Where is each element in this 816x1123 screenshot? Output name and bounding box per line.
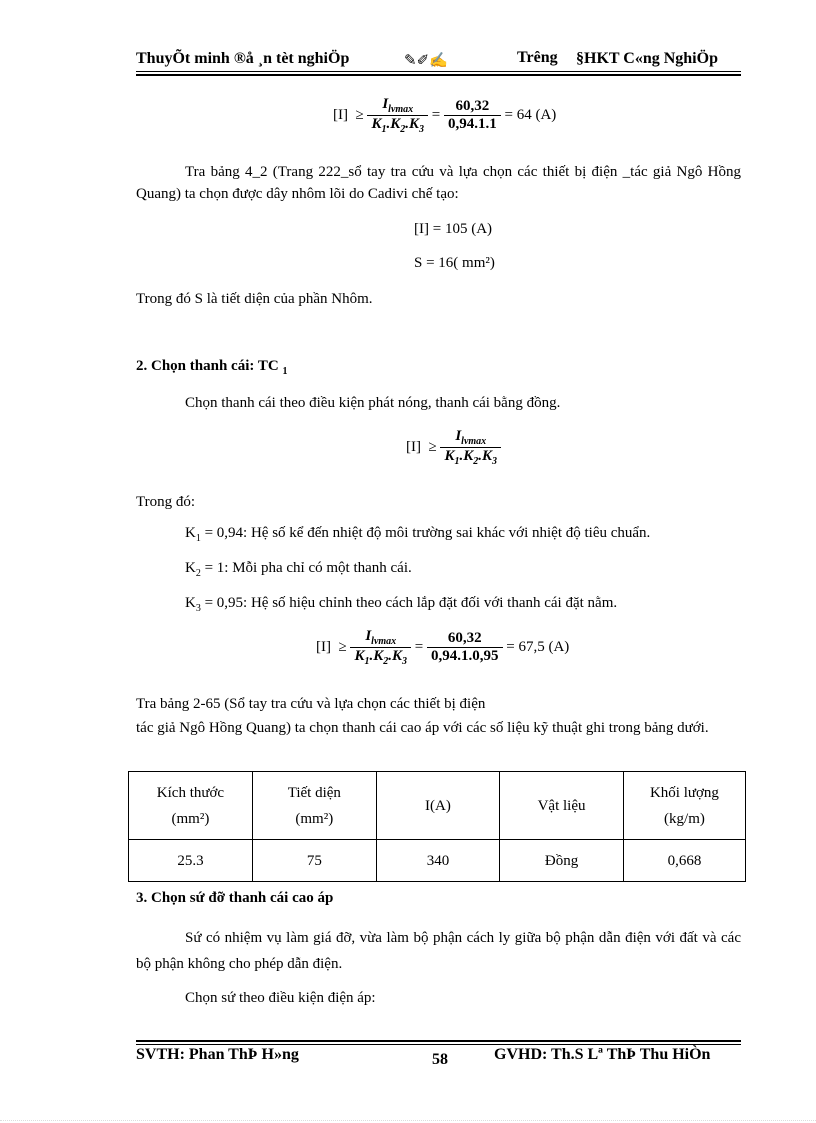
- paragraph-6: Sứ có nhiệm vụ làm giá đỡ, vừa làm bộ phận cách ly giữa bộ phận dẫn điện với đất và các bộ phận không cho phép dẫn điện.: [136, 930, 741, 972]
- paragraph-4: Trong đó:: [136, 494, 196, 510]
- table-header-cell: Khối lượng (kg/m): [623, 772, 745, 840]
- table-cell: 75: [252, 840, 376, 882]
- paragraph-1: Tra bảng 4_2 (Trang 222_sổ tay tra cứu và lựa chọn các thiết bị điện _tác giả Ngô Hồng Quang) ta chọn được dây nhôm lõi do Cadivi chế tạo:: [136, 164, 741, 202]
- eq3-den-val: 0,94.1.0,95: [427, 647, 503, 665]
- eq3-result: = 67,5 (A): [506, 638, 570, 655]
- section-2-title: 2. Chọn thanh cái: TC $_1$: [136, 358, 288, 377]
- paragraph-7: Chọn sứ theo điều kiện điện áp:: [185, 990, 376, 1006]
- eq1-symbolic-fraction: $\frac{I_{lvmax}}{K_1.K_2.K_3}$: [367, 96, 428, 135]
- equation-1: [I] ≥ $\frac{I_{lvmax}}{K_1.K_2.K_3}$ = $\frac{60,32}{0,94.1.1}$ = 64 (A): [333, 96, 557, 135]
- paragraph-5a: Tra bảng 2-65 (Sổ tay tra cứu và lựa chọn các thiết bị điện: [136, 696, 486, 712]
- paragraph-2: Trong đó S là tiết diện của phần Nhôm.: [136, 291, 373, 307]
- s-value: S = 16( mm²): [414, 255, 495, 271]
- footer-right: GVHD: Th.S Lª ThÞ Thu HiÒn: [494, 1046, 711, 1063]
- table-header-cell: Kích thước (mm²): [129, 772, 253, 840]
- page-edge-divider: [0, 1120, 816, 1121]
- header-right-a: Trêng: [517, 49, 558, 66]
- k1-line: $K_1 = 0,94$: Hệ số kể đến nhiệt độ môi trường sai khác với nhiệt độ tiêu chuẩn.: [185, 525, 651, 544]
- footer-left: SVTH: Phan ThÞ H»ng: [136, 1046, 299, 1063]
- section-3-title: 3. Chọn sứ đỡ thanh cái cao áp: [136, 890, 334, 906]
- eq1-result: = 64 (A): [504, 106, 557, 123]
- table-header-cell: Vật liệu: [500, 772, 624, 840]
- table-cell: 25.3: [129, 840, 253, 882]
- footer-rule-thick: [136, 1040, 741, 1042]
- eq3-rel: ≥: [338, 638, 347, 655]
- table-cell: 340: [376, 840, 499, 882]
- table-row: [129, 840, 746, 882]
- equation-2: [406, 428, 501, 467]
- header-left: ThuyÕt minh ®å ¸n tèt nghiÖp: [136, 50, 350, 67]
- eq1-rel: ≥: [355, 106, 364, 123]
- ornament-icon: ✎✐✍: [404, 53, 448, 69]
- header-right-b: §HKT C«ng NghiÖp: [576, 50, 718, 67]
- eq2-symbolic-fraction: $\frac{I_{lvmax}}{K_1.K_2.K_3}$: [440, 428, 501, 467]
- table-header-cell: Tiết diện (mm²): [252, 772, 376, 840]
- table-cell: Đồng: [500, 840, 624, 882]
- eq3-num-val: 60,32: [447, 630, 482, 646]
- equation-3: [I] ≥ $\frac{I_{lvmax}}{K_1.K_2.K_3}$ = $\frac{60,32}{0,94.1.0,95}$ = 67,5 (A): [316, 628, 570, 667]
- eq1-num-val: 60,32: [455, 98, 490, 114]
- eq1-den-val: 0,94.1.1: [444, 115, 501, 133]
- eq2-lhs: [I]: [406, 438, 421, 455]
- k3-line: $K_3 = 0,95$: Hệ số hiệu chỉnh theo cách lắp đặt đối với thanh cái đặt nằm.: [185, 595, 618, 614]
- eq2-rel: ≥: [428, 438, 437, 455]
- busbar-spec-table: [128, 771, 746, 882]
- k2-line: $K_2 = 1$: Mỗi pha chỉ có một thanh cái.: [185, 560, 412, 579]
- table-cell: 0,668: [623, 840, 745, 882]
- header-rule: [136, 71, 741, 72]
- eq3-symbolic-fraction: $\frac{I_{lvmax}}{K_1.K_2.K_3}$: [350, 628, 411, 667]
- header-rule-thick: [136, 74, 741, 76]
- page-number: 58: [432, 1051, 448, 1068]
- paragraph-5b: tác giả Ngô Hồng Quang) ta chọn thanh cái cao áp với các số liệu kỹ thuật ghi trong bảng dưới.: [136, 720, 709, 736]
- eq1-lhs: [I]: [333, 106, 348, 123]
- table-header-row: [129, 772, 746, 840]
- eq3-numeric-fraction: [427, 630, 503, 665]
- eq3-lhs: [I]: [316, 638, 331, 655]
- eq1-numerator: I: [382, 96, 389, 112]
- footer-rule: [136, 1044, 741, 1045]
- i-value: [I] = 105 (A): [414, 221, 493, 237]
- paragraph-3: Chọn thanh cái theo điều kiện phát nóng, thanh cái bằng đồng.: [185, 395, 561, 411]
- eq1-num-sub: lvmax: [388, 104, 414, 115]
- eq1-numeric-fraction: [444, 98, 501, 133]
- table-header-cell: I(A): [376, 772, 499, 840]
